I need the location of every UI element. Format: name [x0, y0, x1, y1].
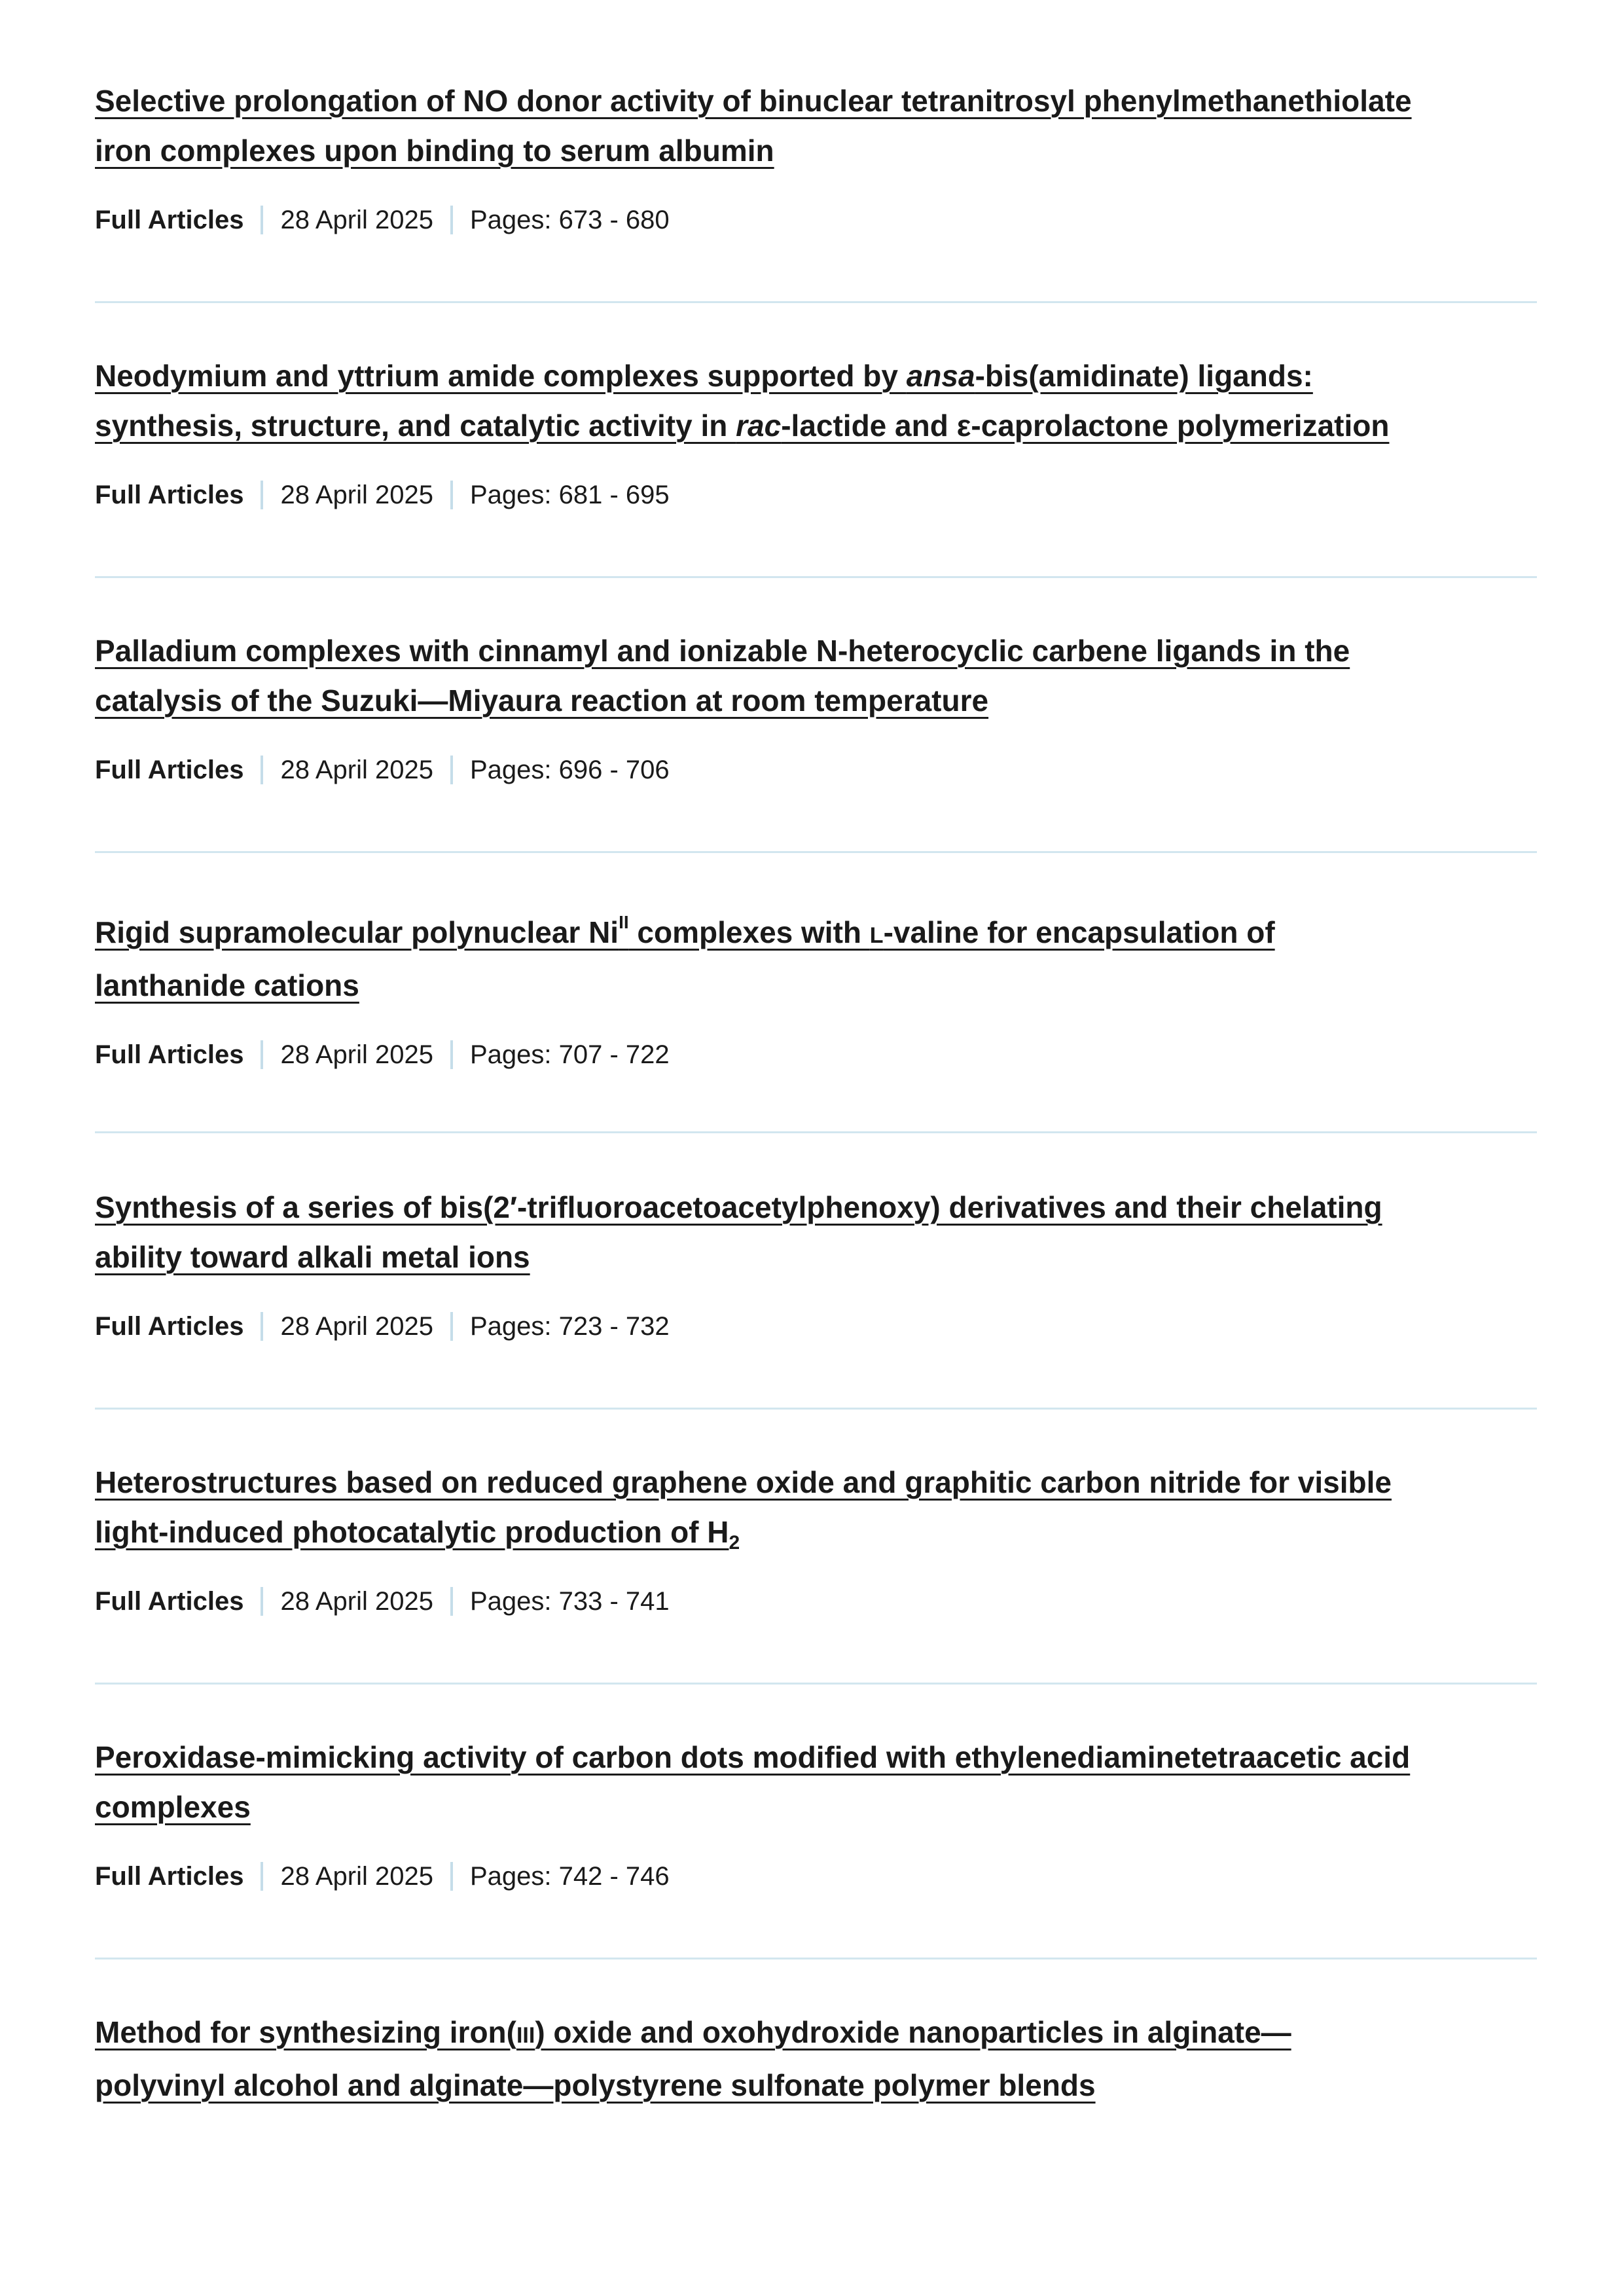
- article-title: [95, 1457, 1535, 1557]
- page-range: Pages: 681 - 695: [469, 481, 670, 509]
- article-item: [95, 1457, 1535, 1617]
- article-title-link[interactable]: Neodymium and yttrium amide complexes supported by ansa-bis(amidinate) ligands: synthesis, structure, and catalytic activity in rac-lactide and ε-caprolactone polymerization: [95, 359, 1390, 443]
- article-item: [95, 907, 1535, 1070]
- divider: [95, 1683, 1537, 1685]
- meta-separator: [450, 481, 453, 509]
- article-title-link[interactable]: Palladium complexes with cinnamyl and ionizable N-heterocyclic carbene ligands in the catalysis of the Suzuki—Miyaura reaction at room temperature: [95, 634, 1350, 718]
- meta-separator: [450, 1587, 453, 1616]
- page-range: Pages: 742 - 746: [469, 1862, 670, 1891]
- article-title-link[interactable]: Selective prolongation of NO donor activity of binuclear tetranitrosyl phenylmethanethiolate iron complexes upon binding to serum albumin: [95, 84, 1412, 168]
- article-meta: [95, 1039, 1535, 1070]
- article-type: Full Articles: [95, 1587, 244, 1616]
- divider: [95, 301, 1537, 303]
- article-meta: [95, 1311, 1535, 1342]
- article-title: [95, 76, 1535, 175]
- article-type: Full Articles: [95, 1312, 244, 1341]
- article-title-link[interactable]: Method for synthesizing iron(III) oxide and oxohydroxide nanoparticles in alginate— polyvinyl alcohol and alginate—polystyrene sulfonate polymer blends: [95, 2015, 1291, 2102]
- article-meta: [95, 204, 1535, 236]
- article-title: [95, 1182, 1535, 1282]
- article-meta: [95, 1861, 1535, 1892]
- article-meta: [95, 1586, 1535, 1617]
- article-item: [95, 2007, 1535, 2110]
- page-range: Pages: 696 - 706: [469, 756, 670, 784]
- article-item: [95, 626, 1535, 786]
- article-title: [95, 2007, 1535, 2110]
- page-range: Pages: 707 - 722: [469, 1040, 670, 1069]
- divider: [95, 1958, 1537, 1959]
- article-type: Full Articles: [95, 481, 244, 509]
- meta-separator: [261, 756, 263, 784]
- article-item: [95, 351, 1535, 511]
- divider: [95, 851, 1537, 853]
- page-range: Pages: 723 - 732: [469, 1312, 670, 1341]
- page-range: Pages: 733 - 741: [469, 1587, 670, 1616]
- article-title-link[interactable]: Rigid supramolecular polynuclear $Ni^{II}$ complexes with L-valine for encapsulation of lanthanide cations: [95, 912, 1275, 1002]
- article-type: Full Articles: [95, 756, 244, 784]
- article-title-link[interactable]: Peroxidase-mimicking activity of carbon dots modified with ethylenediaminetetraacetic acid complexes: [95, 1740, 1411, 1824]
- meta-separator: [450, 1312, 453, 1341]
- publication-date: 28 April 2025: [280, 1862, 433, 1891]
- article-type: Full Articles: [95, 1040, 244, 1069]
- publication-date: 28 April 2025: [280, 1312, 433, 1341]
- divider: [95, 1131, 1537, 1133]
- publication-date: 28 April 2025: [280, 1040, 433, 1069]
- meta-separator: [261, 1587, 263, 1616]
- meta-separator: [261, 206, 263, 234]
- article-title-link[interactable]: Synthesis of a series of bis(2′-trifluoroacetoacetylphenoxy) derivatives and their chelating ability toward alkali metal ions: [95, 1190, 1382, 1274]
- article-meta: [95, 754, 1535, 786]
- article-meta: [95, 479, 1535, 511]
- article-title: [95, 351, 1535, 450]
- meta-separator: [261, 1862, 263, 1891]
- article-title: [95, 907, 1535, 1010]
- meta-separator: [261, 1040, 263, 1069]
- article-title: [95, 1732, 1535, 1832]
- article-title-link[interactable]: Heterostructures based on reduced graphene oxide and graphitic carbon nitride for visible light-induced photocatalytic production of $H_2$: [95, 1465, 1392, 1554]
- publication-date: 28 April 2025: [280, 206, 433, 234]
- meta-separator: [450, 206, 453, 234]
- article-item: [95, 76, 1535, 236]
- meta-separator: [261, 1312, 263, 1341]
- publication-date: 28 April 2025: [280, 756, 433, 784]
- article-title: [95, 626, 1535, 725]
- divider: [95, 576, 1537, 578]
- meta-separator: [450, 1040, 453, 1069]
- article-type: Full Articles: [95, 1862, 244, 1891]
- meta-separator: [261, 481, 263, 509]
- article-item: [95, 1182, 1535, 1342]
- page-range: Pages: 673 - 680: [469, 206, 670, 234]
- article-type: Full Articles: [95, 206, 244, 234]
- meta-separator: [450, 756, 453, 784]
- publication-date: 28 April 2025: [280, 481, 433, 509]
- publication-date: 28 April 2025: [280, 1587, 433, 1616]
- meta-separator: [450, 1862, 453, 1891]
- divider: [95, 1408, 1537, 1410]
- article-item: [95, 1732, 1535, 1892]
